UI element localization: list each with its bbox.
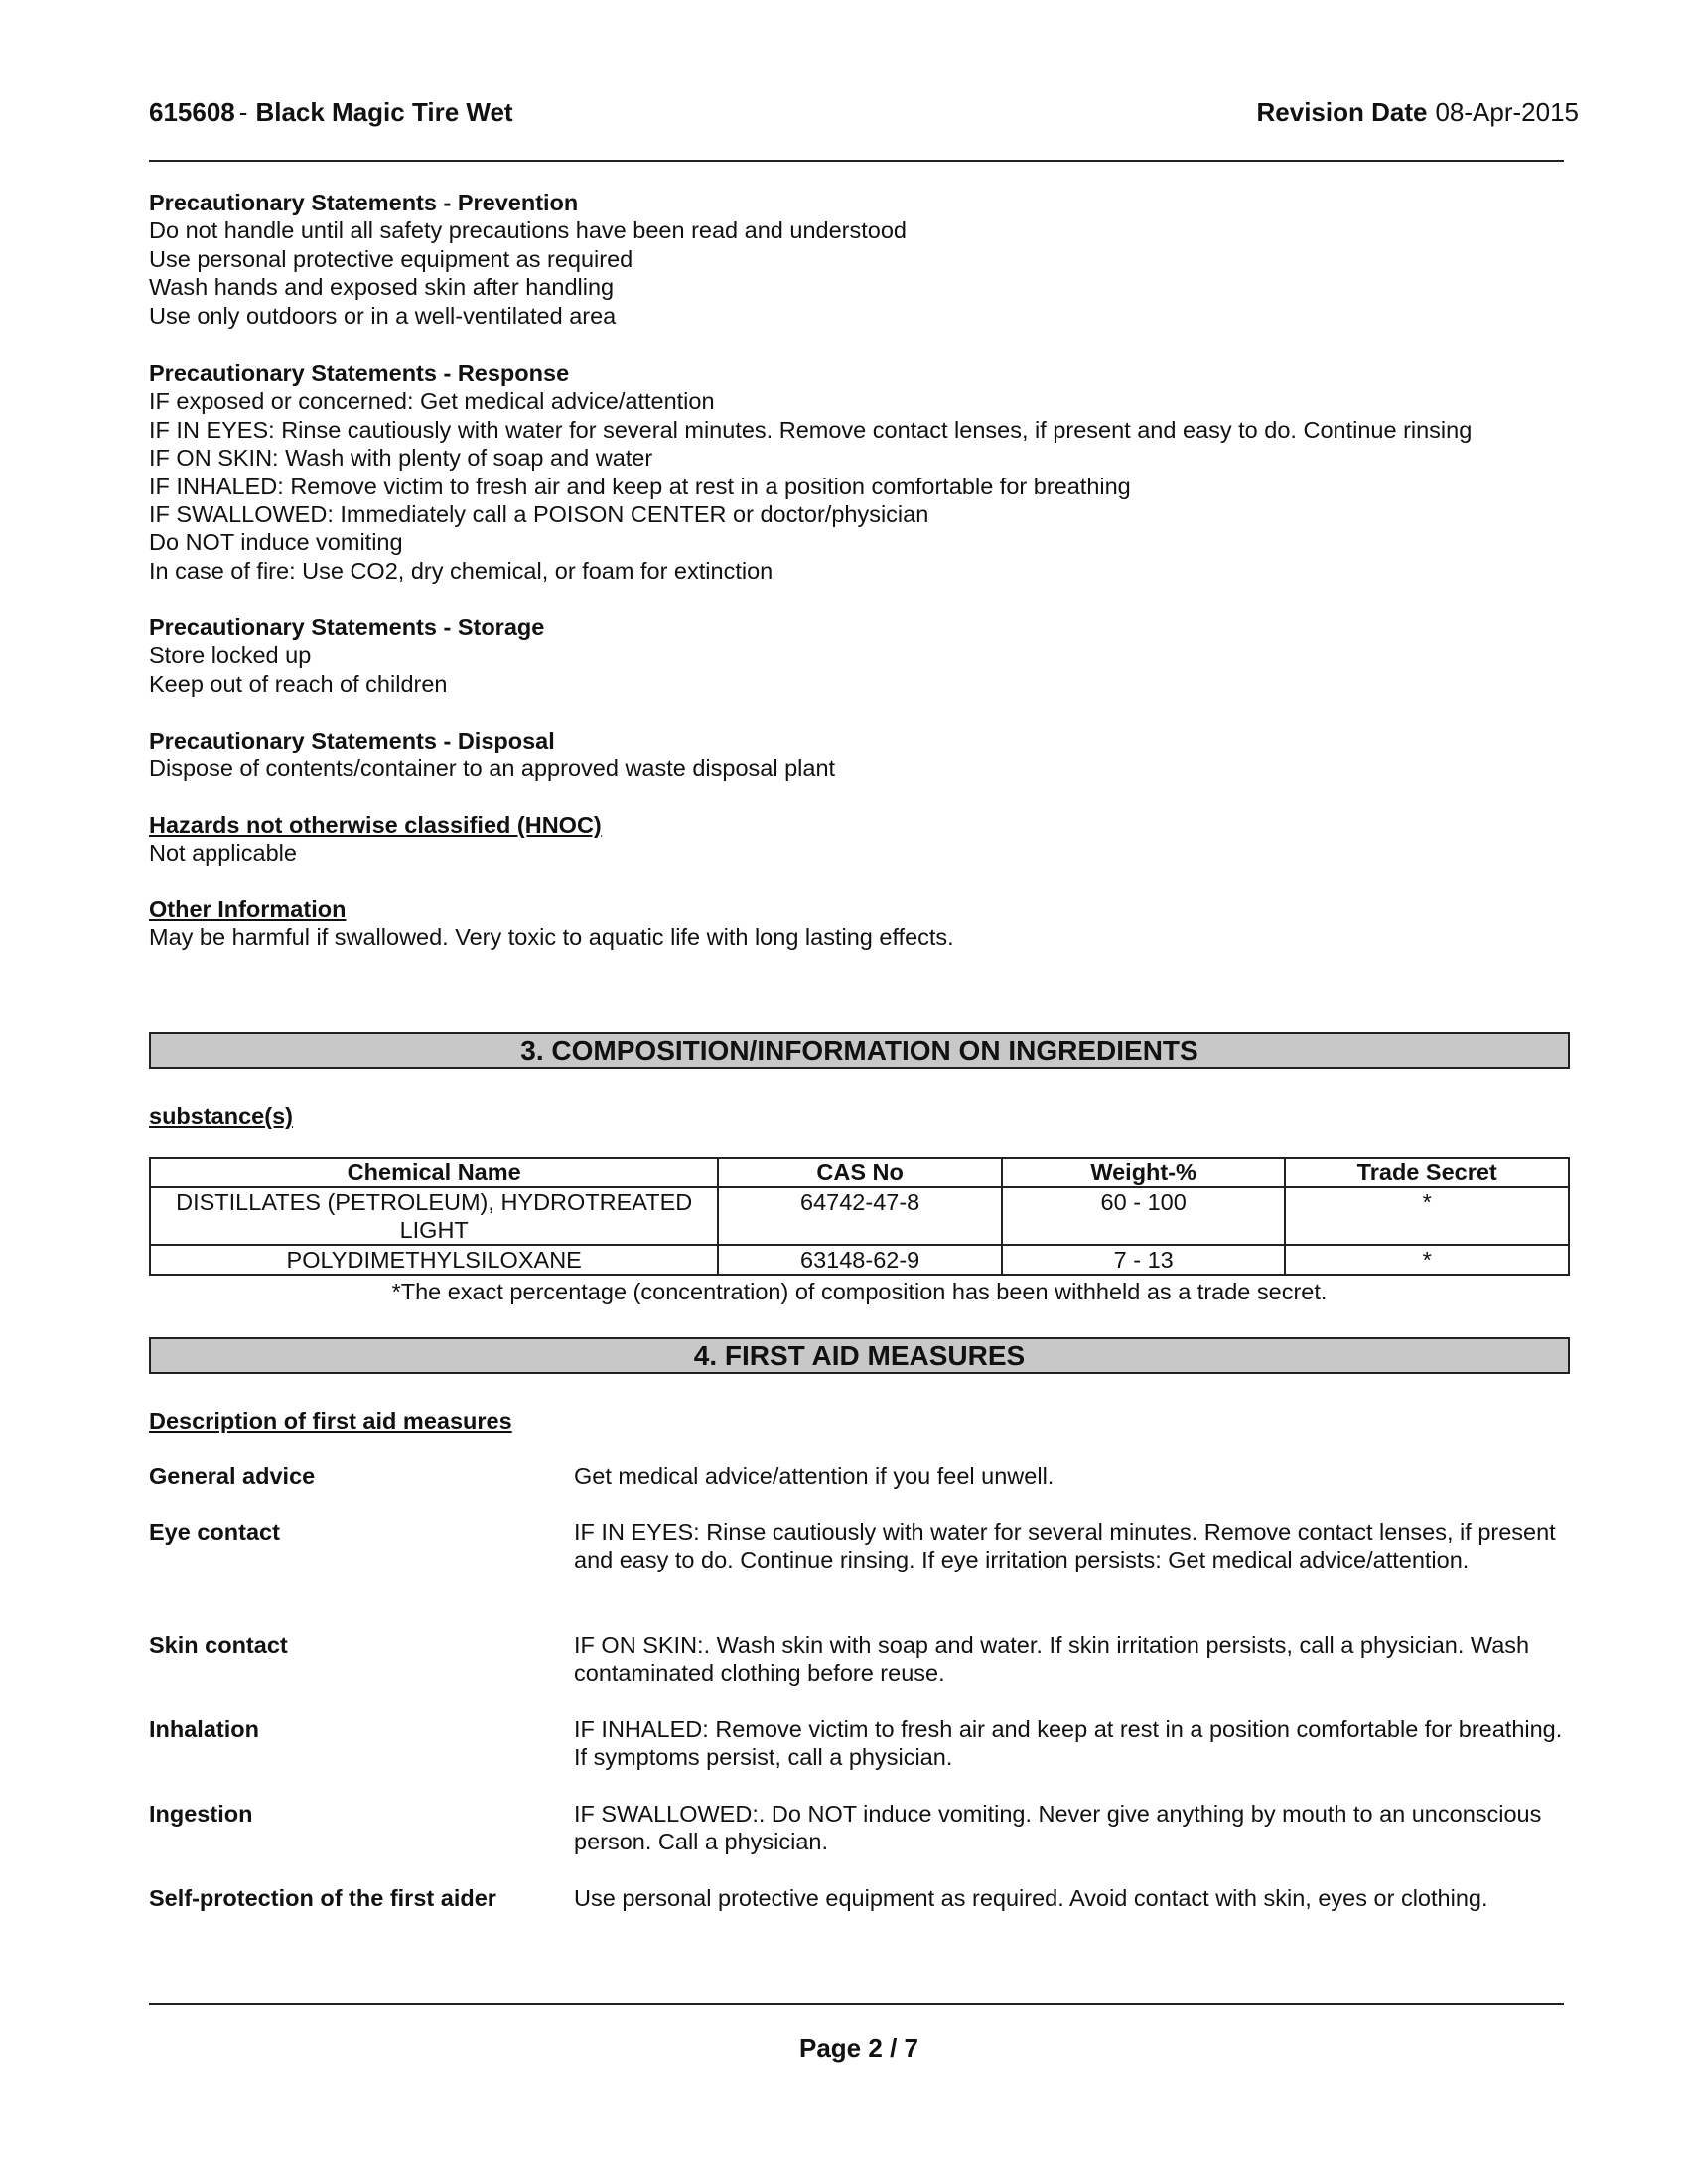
response-block <box>149 359 1569 585</box>
cas-no-cell: 63148-62-9 <box>718 1245 1002 1275</box>
header-divider <box>149 160 1564 162</box>
page-header <box>149 97 1579 137</box>
substances-subheading-wrap <box>149 1102 1569 1130</box>
col-trade-secret: Trade Secret <box>1285 1158 1569 1187</box>
weight-cell: 7 - 13 <box>1002 1245 1286 1275</box>
prevention-line: Do not handle until all safety precautions have been read and understood <box>149 217 907 244</box>
response-line: In case of fire: Use CO2, dry chemical, or foam for extinction <box>149 557 774 584</box>
first-aid-text: IF IN EYES: Rinse cautiously with water for several minutes. Remove contact lenses, if present and easy to do. Continue rinsing. If eye irritation persists: Get medical advice/attention. <box>574 1519 1556 1573</box>
composition-table <box>149 1157 1570 1276</box>
prevention-line: Use only outdoors or in a well-ventilated area <box>149 302 617 329</box>
first-aid-label: Ingestion <box>149 1801 253 1827</box>
first-aid-text: Use personal protective equipment as required. Avoid contact with skin, eyes or clothing. <box>574 1885 1488 1911</box>
cas-no-cell: 64742-47-8 <box>718 1187 1002 1245</box>
disposal-heading: Precautionary Statements - Disposal <box>149 728 555 753</box>
table-row <box>150 1187 1569 1245</box>
disposal-line: Dispose of contents/container to an approved waste disposal plant <box>149 755 836 782</box>
first-aid-text: Get medical advice/attention if you feel unwell. <box>574 1463 1055 1489</box>
product-code: 615608 <box>149 97 235 127</box>
first-aid-label: General advice <box>149 1463 316 1489</box>
trade-secret-footnote: *The exact percentage (concentration) of composition has been withheld as a trade secret. <box>391 1279 1328 1304</box>
response-line: IF exposed or concerned: Get medical advice/attention <box>149 388 715 415</box>
section4-banner: 4. FIRST AID MEASURES <box>149 1337 1570 1374</box>
first-aid-text: IF ON SKIN:. Wash skin with soap and water. If skin irritation persists, call a physician. Wash contaminated clothing before reuse. <box>574 1632 1530 1687</box>
first-aid-text: IF INHALED: Remove victim to fresh air and keep at rest in a position comfortable for breathing. If symptoms persist, call a physician. <box>574 1716 1563 1771</box>
disposal-block <box>149 727 1569 783</box>
col-cas-no: CAS No <box>718 1158 1002 1187</box>
response-line: IF SWALLOWED: Immediately call a POISON CENTER or doctor/physician <box>149 501 929 528</box>
first-aid-text: IF SWALLOWED:. Do NOT induce vomiting. Never give anything by mouth to an unconscious person. Call a physician. <box>574 1801 1542 1855</box>
prevention-line: Use personal protective equipment as required <box>149 245 633 272</box>
page-label: Page <box>799 2033 862 2063</box>
substances-subheading: substance(s) <box>149 1103 293 1129</box>
other-info-heading: Other Information <box>149 896 347 922</box>
response-line: IF IN EYES: Rinse cautiously with water for several minutes. Remove contact lenses, if present and easy to do. Continue rinsing <box>149 416 1473 443</box>
storage-block <box>149 614 1569 698</box>
chemical-name-cell: DISTILLATES (PETROLEUM), HYDROTREATED LIGHT <box>150 1187 718 1245</box>
title-separator: - <box>238 97 248 127</box>
table-header-row <box>150 1158 1569 1187</box>
weight-cell: 60 - 100 <box>1002 1187 1286 1245</box>
trade-secret-cell: * <box>1285 1245 1569 1275</box>
col-weight: Weight-% <box>1002 1158 1286 1187</box>
storage-heading: Precautionary Statements - Storage <box>149 614 545 640</box>
page-num: 2 / 7 <box>868 2033 918 2063</box>
response-line: IF INHALED: Remove victim to fresh air and keep at rest in a position comfortable for breathing <box>149 473 1131 499</box>
hnoc-block <box>149 811 1569 868</box>
hnoc-line: Not applicable <box>149 840 297 867</box>
product-name: Black Magic Tire Wet <box>255 97 513 127</box>
storage-line: Keep out of reach of children <box>149 670 448 697</box>
section3-banner: 3. COMPOSITION/INFORMATION ON INGREDIENTS <box>149 1032 1570 1069</box>
other-info-block <box>149 895 1569 952</box>
response-line: IF ON SKIN: Wash with plenty of soap and water <box>149 445 653 472</box>
first-aid-label: Skin contact <box>149 1632 288 1658</box>
first-aid-label: Inhalation <box>149 1716 259 1742</box>
product-title <box>149 97 513 128</box>
prevention-line: Wash hands and exposed skin after handling <box>149 274 615 301</box>
revision-date: 08-Apr-2015 <box>1435 97 1579 127</box>
first-aid-label: Eye contact <box>149 1519 280 1545</box>
first-aid-subheading-wrap <box>149 1407 1569 1434</box>
hnoc-heading: Hazards not otherwise classified (HNOC) <box>149 812 602 838</box>
chemical-name-cell: POLYDIMETHYLSILOXANE <box>150 1245 718 1275</box>
footer-divider <box>149 2003 1564 2005</box>
trade-secret-cell: * <box>1285 1187 1569 1245</box>
prevention-heading: Precautionary Statements - Prevention <box>149 190 579 215</box>
table-row <box>150 1245 1569 1275</box>
page-number <box>0 2033 1688 2064</box>
response-heading: Precautionary Statements - Response <box>149 360 570 386</box>
storage-line: Store locked up <box>149 642 312 669</box>
col-chemical-name: Chemical Name <box>150 1158 718 1187</box>
revision-info <box>1257 97 1580 128</box>
first-aid-subheading: Description of first aid measures <box>149 1408 512 1433</box>
response-line: Do NOT induce vomiting <box>149 529 403 556</box>
revision-label: Revision Date <box>1256 97 1428 127</box>
other-info-line: May be harmful if swallowed. Very toxic to aquatic life with long lasting effects. <box>149 924 954 951</box>
prevention-block <box>149 189 1569 330</box>
first-aid-label: Self-protection of the first aider <box>149 1885 496 1911</box>
